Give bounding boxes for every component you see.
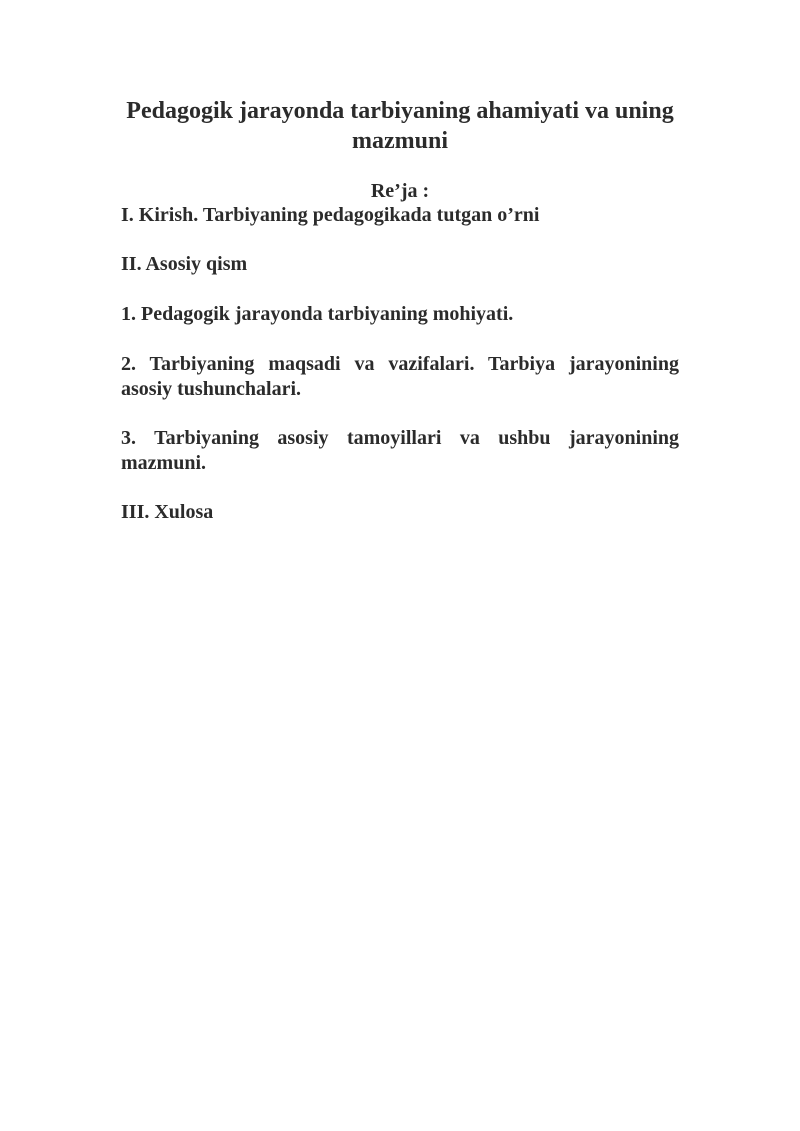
plan-item-introduction: I. Kirish. Tarbiyaning pedagogikada tutgan o’rni (121, 204, 540, 226)
plan-item-main-part: II. Asosiy qism (121, 253, 248, 275)
plan-item-2: 2. Tarbiyaning maqsadi va vazifalari. Tarbiya jarayonining asosiy tushunchalari. (121, 353, 679, 400)
plan-item-1: 1. Pedagogik jarayonda tarbiyaning mohiyati. (121, 303, 514, 325)
plan-item-3: 3. Tarbiyaning asosiy tamoyillari va ushbu jarayonining mazmuni. (121, 427, 679, 474)
plan-item-conclusion: III. Xulosa (121, 501, 214, 523)
plan-heading: Re’ja : (370, 180, 430, 202)
document-title: Pedagogik jarayonda tarbiyaning ahamiyati va uning mazmuni (126, 98, 674, 154)
